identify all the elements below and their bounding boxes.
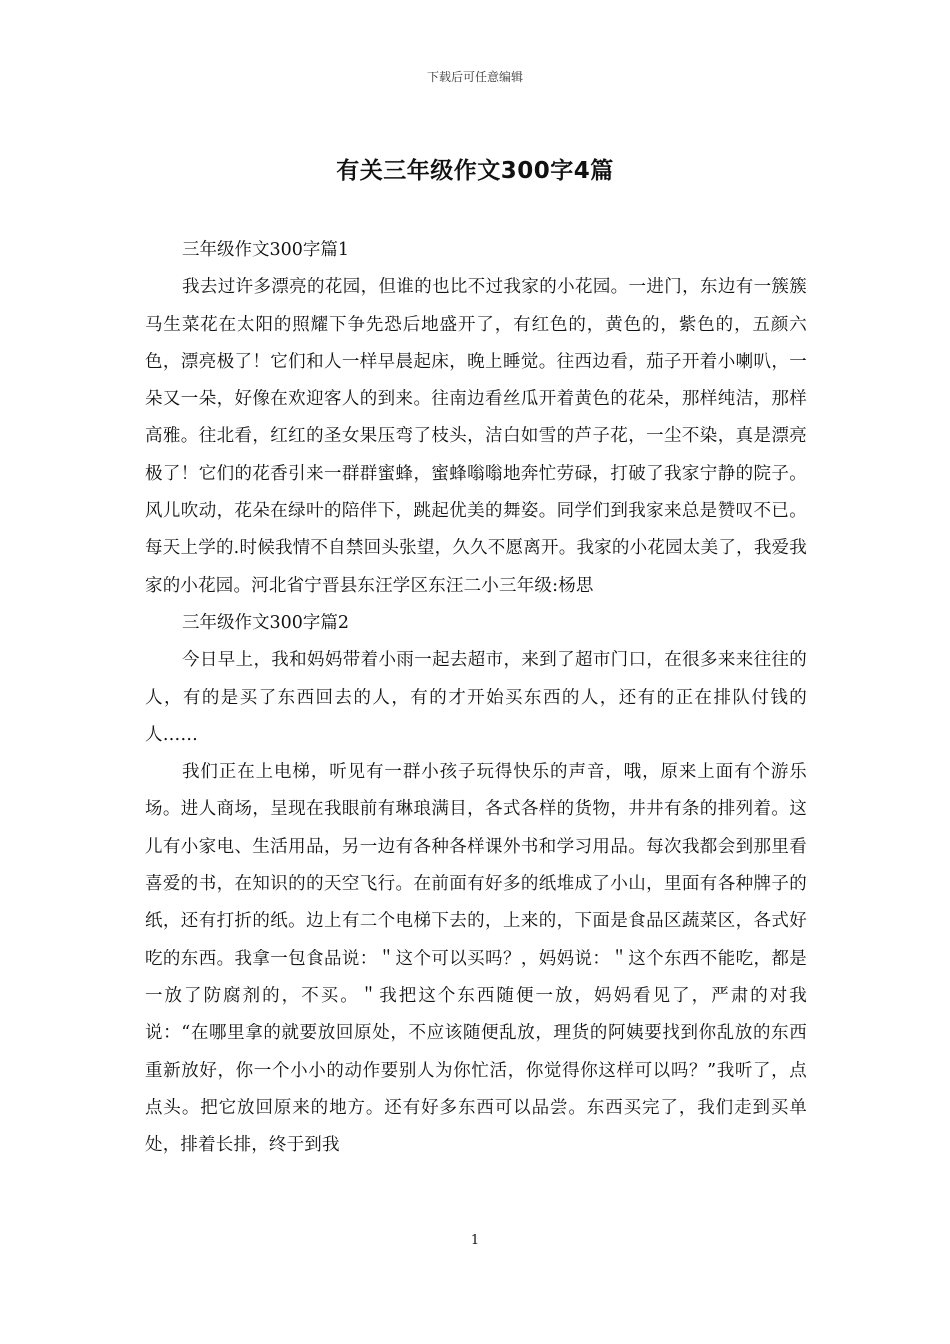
paragraph: 今日早上，我和妈妈带着小雨一起去超市，来到了超市门口，在很多来来往往的人，有的是买了东西回去的人，有的才开始买东西的人，还有的正在排队付钱的人…… <box>145 650 807 745</box>
header-note: 下载后可任意编辑 <box>426 70 523 84</box>
section-1 <box>145 232 807 605</box>
paragraph: 我们正在上电梯，听见有一群小孩子玩得快乐的声音，哦，原来上面有个游乐场。进人商场，呈现在我眼前有琳琅满目，各式各样的货物，井井有条的排列着。这儿有小家电、生活用品，另一边有各种各样课外书和学习用品。每次我都会到那里看喜爱的书，在知识的的天空飞行。在前面有好多的纸堆成了小山，里面有各种牌子的纸，还有打折的纸。边上有二个电梯下去的，上来的，下面是食品区蔬菜区，各式好吃的东西。我拿一包食品说：＂这个可以买吗？，妈妈说：＂这个东西不能吃，都是一放了防腐剂的，不买。＂我把这个东西随便一放，妈妈看见了，严肃的对我说：“在哪里拿的就要放回原处，不应该随便乱放，理货的阿姨要找到你乱放的东西重新放好，你一个小小的动作要别人为你忙活，你觉得你这样可以吗？”我听了，点点头。把它放回原来的地方。还有好多东西可以品尝。东西买完了，我们走到买单处，排着长排，终于到我 <box>145 762 807 1156</box>
paragraph: 我去过许多漂亮的花园，但谁的也比不过我家的小花园。一进门，东边有一簇簇马生菜花在太阳的照耀下争先恐后地盛开了，有红色的，黄色的，紫色的，五颜六色，漂亮极了！它们和人一样早晨起床，晚上睡觉。往西边看，茄子开着小喇叭，一朵又一朵，好像在欢迎客人的到来。往南边看丝瓜开着黄色的花朵，那样纯洁，那样高雅。往北看，红红的圣女果压弯了枝头，洁白如雪的芦子花，一尘不染，真是漂亮极了！它们的花香引来一群群蜜蜂，蜜蜂嗡嗡地奔忙劳碌，打破了我家宁静的院子。风儿吹动，花朵在绿叶的陪伴下，跳起优美的舞姿。同学们到我家来总是赞叹不已。每天上学的.时候我情不自禁回头张望，久久不愿离开。我家的小花园太美了，我爱我家的小花园。河北省宁晋县东汪学区东汪二小三年级:杨思 <box>145 277 807 596</box>
section-2 <box>145 605 807 1164</box>
section-heading: 三年级作文300字篇1 <box>182 240 350 260</box>
document-title: 有关三年级作文300字4篇 <box>336 158 614 184</box>
section-heading: 三年级作文300字篇2 <box>182 612 350 633</box>
page-number: 1 <box>470 1233 480 1248</box>
document-body <box>145 232 807 1164</box>
